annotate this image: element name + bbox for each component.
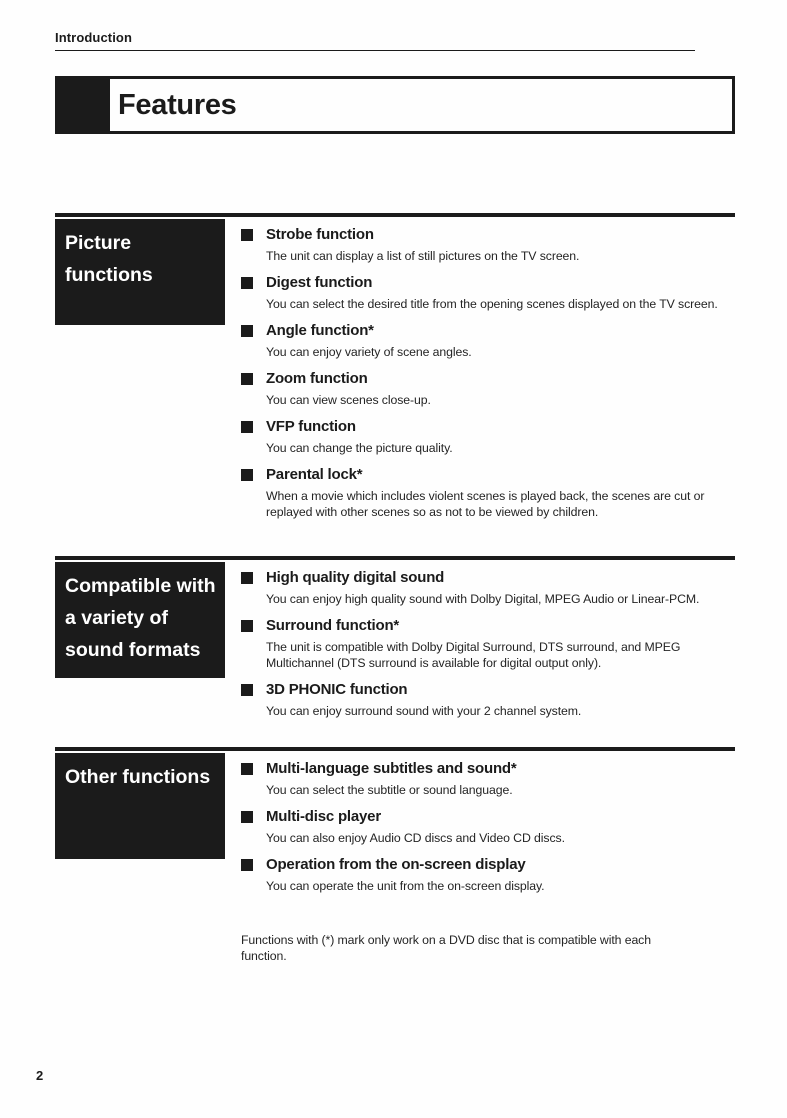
feature-description: You can enjoy high quality sound with Dolby Digital, MPEG Audio or Linear-PCM.: [266, 592, 700, 606]
feature-item-head: [241, 569, 735, 587]
section-content: [225, 751, 735, 904]
feature-item: [241, 466, 735, 520]
feature-heading: Strobe function: [266, 226, 374, 243]
feature-description: You can enjoy variety of scene angles.: [266, 345, 472, 359]
square-bullet-icon: [241, 373, 253, 385]
square-bullet-icon: [241, 811, 253, 823]
breadcrumb-label: Introduction: [55, 30, 133, 45]
square-bullet-icon: [241, 325, 253, 337]
asterisk-footnote: Functions with (*) mark only work on a DVD disc that is compatible with each function.: [241, 933, 651, 963]
feature-heading: High quality digital sound: [266, 569, 445, 586]
feature-description: You can select the subtitle or sound language.: [266, 783, 513, 797]
feature-description: You can view scenes close-up.: [266, 393, 431, 407]
square-bullet-icon: [241, 229, 253, 241]
square-bullet-icon: [241, 421, 253, 433]
feature-item: [241, 569, 735, 607]
square-bullet-icon: [241, 684, 253, 696]
feature-heading: Operation from the on-screen display: [266, 856, 526, 873]
section-content: [225, 217, 735, 530]
feature-heading: Parental lock*: [266, 466, 363, 483]
feature-heading: Multi-disc player: [266, 808, 381, 825]
feature-item: [241, 808, 735, 846]
section-label: Picture functions: [55, 219, 225, 325]
page-title-banner: [55, 76, 735, 134]
square-bullet-icon: [241, 572, 253, 584]
feature-item-head: [241, 617, 735, 635]
square-bullet-icon: [241, 469, 253, 481]
feature-heading: Surround function*: [266, 617, 400, 634]
section-content: [225, 560, 735, 729]
feature-heading: Zoom function: [266, 370, 368, 387]
feature-item-head: [241, 274, 735, 292]
breadcrumb: [55, 30, 695, 51]
feature-item: [241, 274, 735, 312]
section-label: Other functions: [55, 753, 225, 859]
section-picture-functions: [55, 213, 735, 530]
square-bullet-icon: [241, 277, 253, 289]
feature-heading: Digest function: [266, 274, 373, 291]
feature-heading: Multi-language subtitles and sound*: [266, 760, 517, 777]
section-other-functions: [55, 747, 735, 904]
page-title: Features: [118, 88, 237, 121]
feature-item: [241, 681, 735, 719]
feature-item-head: [241, 760, 735, 778]
feature-item-head: [241, 370, 735, 388]
feature-item: [241, 856, 735, 894]
feature-item-head: [241, 856, 735, 874]
feature-description: You can operate the unit from the on-screen display.: [266, 879, 545, 893]
title-box: [110, 76, 735, 134]
feature-description: You can select the desired title from the opening scenes displayed on the TV screen.: [266, 297, 718, 311]
feature-description: The unit can display a list of still pictures on the TV screen.: [266, 249, 580, 263]
feature-item-head: [241, 322, 735, 340]
feature-item-head: [241, 226, 735, 244]
square-bullet-icon: [241, 763, 253, 775]
feature-item: [241, 226, 735, 264]
square-bullet-icon: [241, 859, 253, 871]
feature-description: You can change the picture quality.: [266, 441, 453, 455]
feature-description: You can enjoy surround sound with your 2 channel system.: [266, 704, 582, 718]
feature-item: [241, 370, 735, 408]
page-number: 2: [36, 1068, 44, 1083]
title-accent-block: [55, 76, 110, 134]
feature-item-head: [241, 808, 735, 826]
section-sound-formats: [55, 556, 735, 729]
feature-description: You can also enjoy Audio CD discs and Video CD discs.: [266, 831, 565, 845]
feature-description: When a movie which includes violent scenes is played back, the scenes are cut or replayed with other scenes so as not to be viewed by children.: [266, 489, 705, 519]
feature-item-head: [241, 418, 735, 436]
feature-heading: Angle function*: [266, 322, 374, 339]
feature-heading: VFP function: [266, 418, 356, 435]
feature-heading: 3D PHONIC function: [266, 681, 408, 698]
feature-item-head: [241, 681, 735, 699]
feature-item: [241, 617, 735, 671]
feature-item-head: [241, 466, 735, 484]
feature-item: [241, 418, 735, 456]
section-label: Compatible with a variety of sound formats: [55, 562, 225, 678]
feature-item: [241, 322, 735, 360]
feature-description: The unit is compatible with Dolby Digital Surround, DTS surround, and MPEG Multichannel (DTS surround is available for digital output only).: [266, 640, 681, 670]
feature-item: [241, 760, 735, 798]
square-bullet-icon: [241, 620, 253, 632]
